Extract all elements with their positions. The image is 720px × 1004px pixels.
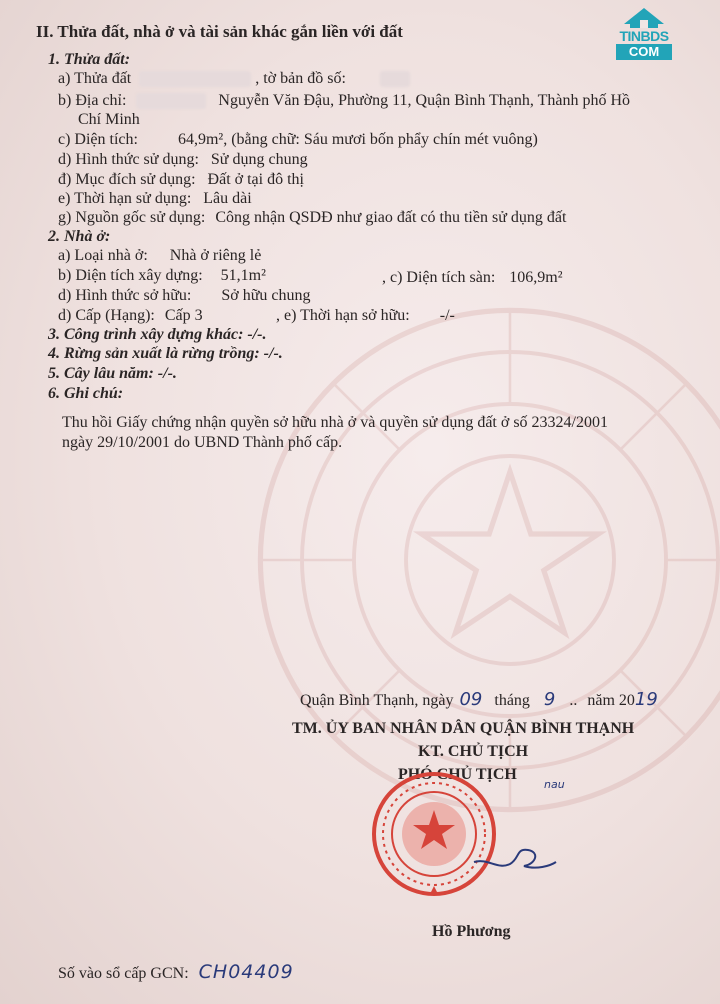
redacted-map-sheet — [380, 71, 410, 87]
place-date: Quận Bình Thạnh, ngày 09 tháng 9 .. năm 2019 — [300, 689, 658, 710]
build-area-row — [58, 266, 266, 286]
other-works: 3. Công trình xây dựng khác: -/-. — [48, 326, 267, 343]
logo-suffix: COM — [616, 44, 672, 60]
day-value: 09 — [459, 689, 483, 710]
registry-label: Số vào sổ cấp GCN: — [58, 965, 189, 982]
month-value: 9 — [543, 689, 556, 710]
year-value: 19 — [634, 689, 658, 710]
area-value: 64,9m², (bằng chữ: Sáu mươi bốn phẩy chín mét vuông) — [177, 131, 538, 148]
grade-row — [58, 306, 203, 326]
month-label: tháng — [494, 692, 530, 709]
address-cont: Chí Minh — [78, 111, 140, 128]
house-title: 2. Nhà ở: — [48, 228, 111, 245]
forest: 4. Rừng sản xuất là rừng trồng: -/-. — [48, 345, 283, 362]
official-stamp-icon — [368, 768, 500, 900]
parcel-label: a) Thửa đất — [58, 70, 132, 87]
registry-row — [58, 962, 294, 984]
own-term-row — [276, 306, 455, 326]
place-date-prefix: Quận Bình Thạnh, ngày — [300, 692, 454, 709]
build-area-value: 51,1m² — [220, 267, 266, 284]
signer-name: Hồ Phương — [432, 923, 511, 940]
address-value: Nguyễn Văn Đậu, Phường 11, Quận Bình Thạnh, Thành phố Hồ — [218, 92, 631, 109]
grade-value: Cấp 3 — [164, 307, 203, 324]
vice-initial: nau — [544, 778, 565, 791]
house-roof-icon — [612, 6, 676, 30]
usage-form-label: d) Hình thức sử dụng: — [58, 151, 199, 168]
section-heading: II. Thửa đất, nhà ở và tài sản khác gắn liền với đất — [36, 22, 403, 41]
kt-chair: KT. CHỦ TỊCH — [418, 743, 529, 760]
address-label: b) Địa chỉ: — [58, 92, 127, 109]
own-term-label: , e) Thời hạn sở hữu: — [276, 307, 410, 324]
redacted-house-number — [136, 93, 206, 109]
term-label: e) Thời hạn sử dụng: — [58, 190, 192, 207]
origin-label: g) Nguồn gốc sử dụng: — [58, 209, 206, 226]
vice-chair: PHÓ CHỦ TỊCH — [398, 766, 517, 783]
floor-area-value: 106,9m² — [509, 269, 563, 286]
ownership-value: Sở hữu chung — [221, 287, 311, 304]
house-type-value: Nhà ở riêng lẻ — [169, 247, 262, 264]
term-value: Lâu dài — [203, 190, 252, 207]
purpose-row — [58, 170, 304, 190]
perennial: 5. Cây lâu năm: -/-. — [48, 365, 177, 382]
area-row — [58, 130, 538, 150]
ownership-label: d) Hình thức sở hữu: — [58, 287, 192, 304]
org-name: TM. ỦY BAN NHÂN DÂN QUẬN BÌNH THẠNH — [292, 720, 635, 737]
origin-row — [58, 208, 566, 228]
tinbds-logo — [612, 6, 676, 64]
own-term-value: -/- — [439, 307, 455, 324]
handwritten-signature-icon — [470, 840, 560, 880]
notes-line-1: Thu hồi Giấy chứng nhận quyền sở hữu nhà ở và quyền sử dụng đất ở số 23324/2001 — [62, 414, 608, 431]
floor-area-label: , c) Diện tích sàn: — [382, 269, 496, 286]
ownership-row — [58, 286, 311, 306]
address-row — [58, 91, 630, 111]
term-row — [58, 189, 252, 209]
grade-label: d) Cấp (Hạng): — [58, 307, 155, 324]
usage-form-value: Sử dụng chung — [210, 151, 308, 168]
purpose-value: Đất ở tại đô thị — [207, 171, 304, 188]
house-type-label: a) Loại nhà ở: — [58, 247, 148, 264]
origin-value: Công nhận QSDĐ như giao đất có thu tiền sử dụng đất — [215, 209, 567, 226]
notes-line-2: ngày 29/10/2001 do UBND Thành phố cấp. — [62, 434, 343, 451]
land-title: 1. Thửa đất: — [48, 51, 131, 68]
build-area-label: b) Diện tích xây dựng: — [58, 267, 203, 284]
area-label: c) Diện tích: — [58, 131, 138, 148]
registry-value: CH04409 — [198, 961, 294, 983]
floor-area-row — [382, 268, 563, 288]
purpose-label: đ) Mục đích sử dụng: — [58, 171, 196, 188]
year-label: năm 20 — [587, 692, 635, 709]
usage-form-row — [58, 150, 308, 170]
parcel-row — [58, 69, 410, 89]
house-type-row — [58, 246, 261, 266]
logo-name: TINBDS — [619, 28, 669, 44]
map-sheet-label: , tờ bản đồ số: — [255, 70, 346, 87]
redacted-parcel — [139, 71, 251, 87]
notes-title: 6. Ghi chú: — [48, 385, 124, 402]
